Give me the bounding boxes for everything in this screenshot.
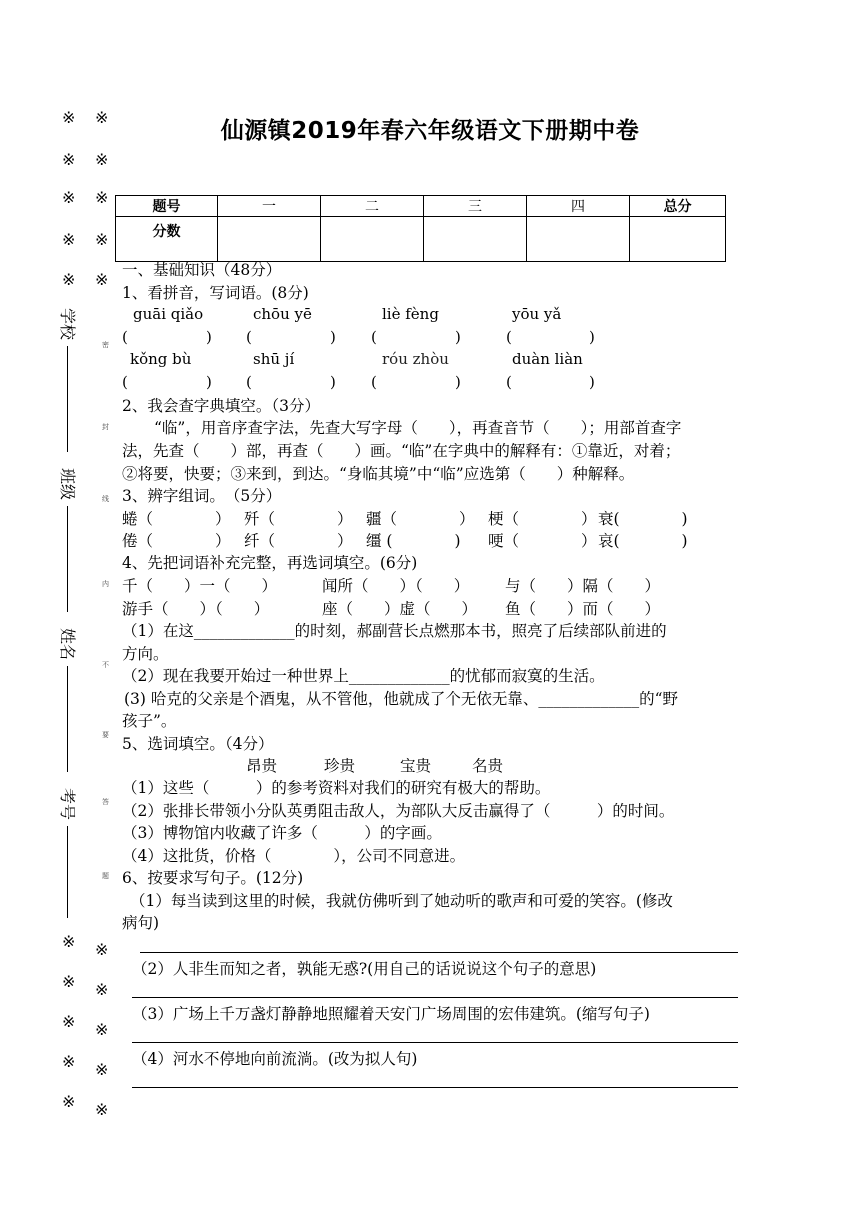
reference-mark-icon: ※ [95, 1060, 109, 1079]
reference-mark-icon: ※ [95, 108, 109, 127]
table-header: 一 [218, 196, 321, 217]
reference-mark-icon: ※ [62, 972, 76, 991]
question-text: （4）河水不停地向前流淌。(改为拟人句) [132, 1050, 418, 1068]
pinyin: guāi qiǎo [133, 305, 204, 323]
reference-mark-icon: ※ [95, 188, 109, 207]
word-item: 倦（ ） [122, 532, 231, 550]
question-text: 法，先查（ ）部，再查（ ）画。“临”在字典中的解释有：①靠近，对着； [122, 442, 681, 460]
class-write-line [67, 506, 68, 612]
idiom-item: 与（ ）隔（ ） [505, 577, 661, 595]
paren: ( [246, 373, 252, 391]
question-text: （2）张排长带领小分队英勇阻击敌人，为部队大反击赢得了（ ）的时间。 [122, 802, 675, 820]
reference-mark-icon: ※ [95, 940, 109, 959]
paren: ) [330, 373, 336, 391]
score-cell[interactable] [527, 217, 630, 262]
paren: ) [330, 328, 336, 346]
table-header: 四 [527, 196, 630, 217]
word-option: 珍贵 [324, 757, 356, 775]
paren: ( [371, 328, 377, 346]
exam-number-label: 考号 [58, 788, 77, 821]
word-item: 疆（ ） [366, 510, 475, 528]
word-item: 哀( ) [598, 532, 688, 550]
answer-line[interactable] [132, 1042, 738, 1043]
reference-mark-icon: ※ [95, 270, 109, 289]
word-option: 名贵 [472, 757, 504, 775]
reference-mark-icon: ※ [62, 1092, 76, 1111]
question-text: （1）这些（ ）的参考资料对我们的研究有极大的帮助。 [122, 779, 551, 797]
question-5-stem: 5、选词填空。（4分） [122, 735, 274, 753]
seal-char: 线 [102, 495, 109, 503]
question-6-stem: 6、按要求写句子。(12分) [122, 869, 304, 887]
seal-char: 题 [102, 872, 109, 880]
reference-mark-icon: ※ [95, 1100, 109, 1119]
paren: ) [455, 328, 461, 346]
question-text: （1）在这_____________的时刻，郝副营长点燃那本书，照亮了后续部队前进的 [122, 622, 667, 640]
table-header: 题号 [116, 196, 218, 217]
question-4-stem: 4、先把词语补充完整，再选词填空。(6分) [122, 554, 418, 572]
question-text: 病句) [122, 914, 160, 932]
pinyin: shū jí [253, 350, 295, 368]
table-header: 二 [321, 196, 424, 217]
section-heading: 一、基础知识（48分） [122, 261, 282, 279]
score-row-label: 分数 [116, 217, 218, 262]
paren: ) [206, 373, 212, 391]
pinyin: yōu yǎ [512, 305, 562, 323]
question-text: （2）现在我要开始过一种世界上_____________的忧郁而寂寞的生活。 [122, 667, 605, 685]
reference-mark-icon: ※ [62, 188, 76, 207]
page-title: 仙源镇2019年春六年级语文下册期中卷 [220, 118, 640, 144]
reference-mark-icon: ※ [95, 150, 109, 169]
question-text: （3）广场上千万盏灯静静地照耀着天安门广场周围的宏伟建筑。(缩写句子) [132, 1005, 650, 1023]
question-text: 孩子”。 [122, 712, 177, 730]
paren: ( [122, 373, 128, 391]
name-write-line [67, 666, 68, 772]
answer-line[interactable] [132, 997, 738, 998]
reference-mark-icon: ※ [62, 150, 76, 169]
paren: ) [206, 328, 212, 346]
word-item: 纤（ ） [244, 532, 353, 550]
idiom-item: 千（ ）一（ ） [122, 577, 278, 595]
reference-mark-icon: ※ [95, 230, 109, 249]
pinyin: liè fèng [382, 305, 439, 323]
reference-mark-icon: ※ [62, 932, 76, 951]
pinyin: kǒng bù [130, 350, 192, 368]
score-cell[interactable] [424, 217, 527, 262]
score-table [115, 195, 726, 262]
table-header: 总分 [630, 196, 726, 217]
seal-char: 要 [102, 731, 109, 739]
question-text: （2）人非生而知之者，孰能无惑?(用自己的话说说这个句子的意思) [132, 960, 597, 978]
paren: ) [589, 373, 595, 391]
word-item: 歼（ ） [244, 510, 353, 528]
exam-number-write-line [67, 826, 68, 918]
paren: ( [371, 373, 377, 391]
score-cell[interactable] [321, 217, 424, 262]
name-label: 姓名 [58, 628, 77, 661]
paren: ( [506, 373, 512, 391]
question-text: 方向。 [122, 645, 169, 663]
reference-mark-icon: ※ [62, 1052, 76, 1071]
paren: ) [455, 373, 461, 391]
table-header: 三 [424, 196, 527, 217]
pinyin: chōu yē [253, 305, 312, 323]
word-item: 蜷（ ） [122, 510, 231, 528]
class-label: 班级 [58, 468, 77, 501]
reference-mark-icon: ※ [62, 108, 76, 127]
idiom-item: 座（ ）虚（ ） [322, 600, 478, 618]
question-text: (3) 哈克的父亲是个酒鬼，从不管他，他就成了个无依无靠、_____________的“野 [124, 690, 679, 708]
question-1-stem: 1、看拼音，写词语。(8分) [122, 284, 309, 302]
school-label: 学校 [58, 308, 77, 341]
question-text: ②将要，快要；③来到，到达。“身临其境”中“临”应选第（ ）种解释。 [122, 465, 635, 483]
question-text: （3）博物馆内收藏了许多（ ）的字画。 [122, 824, 442, 842]
reference-mark-icon: ※ [95, 980, 109, 999]
reference-mark-icon: ※ [62, 270, 76, 289]
pinyin: róu zhòu [382, 350, 449, 368]
question-text: （4）这批货，价格（ ），公司不同意进。 [122, 847, 466, 865]
seal-char: 封 [102, 423, 109, 431]
word-option: 宝贵 [400, 757, 432, 775]
reference-mark-icon: ※ [62, 1012, 76, 1031]
pinyin: duàn liàn [512, 350, 583, 368]
word-option: 昂贵 [246, 757, 278, 775]
paren: ) [589, 328, 595, 346]
answer-line[interactable] [132, 1087, 738, 1088]
seal-char: 内 [102, 580, 109, 588]
answer-line[interactable] [140, 952, 738, 953]
reference-mark-icon: ※ [62, 230, 76, 249]
score-cell[interactable] [630, 217, 726, 262]
idiom-item: 闻所（ ）（ ） [322, 577, 470, 595]
paren: ( [122, 328, 128, 346]
seal-char: 不 [102, 661, 109, 669]
paren: ( [506, 328, 512, 346]
question-3-stem: 3、辨字组词。 （5分） [122, 487, 282, 505]
score-cell[interactable] [218, 217, 321, 262]
reference-mark-icon: ※ [95, 1020, 109, 1039]
seal-char: 答 [102, 798, 109, 806]
question-text: （1）每当读到这里的时候，我就仿佛听到了她动听的歌声和可爱的笑容。(修改 [130, 892, 673, 910]
seal-char: 密 [102, 341, 109, 349]
school-write-line [67, 346, 68, 452]
paren: ( [246, 328, 252, 346]
idiom-item: 鱼（ ）而（ ） [505, 600, 661, 618]
question-2-stem: 2、我会查字典填空。（3分） [122, 397, 320, 415]
idiom-item: 游手（ ）（ ） [122, 600, 270, 618]
word-item: 缰 ( ) [366, 532, 461, 550]
word-item: 衰( ) [598, 510, 688, 528]
word-item: 哽（ ） [488, 532, 597, 550]
word-item: 梗（ ） [488, 510, 597, 528]
question-text: “临”，用音序查字法，先查大写字母（ ），再查音节（ ）；用部首查字 [154, 419, 682, 437]
